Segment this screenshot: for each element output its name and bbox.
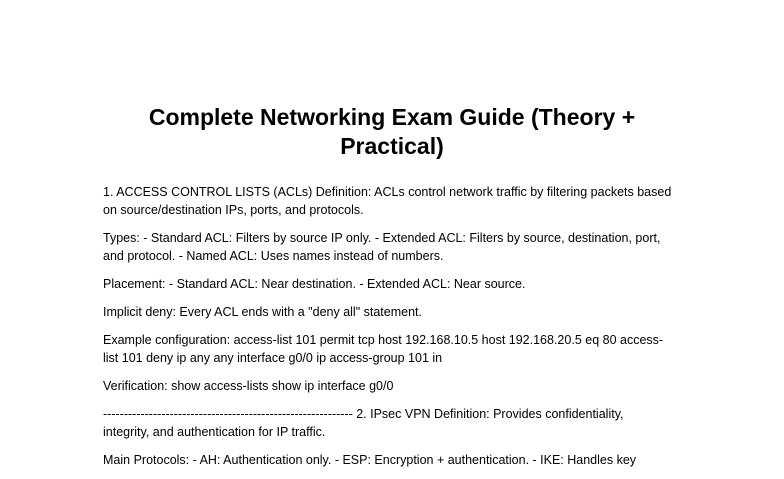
document-title-line-1: Complete Networking Exam Guide (Theory + [148,104,636,130]
document-title-line-2: Practical) [340,133,444,159]
paragraph-acl-placement: Placement: - Standard ACL: Near destination. - Extended ACL: Near source. [103,277,526,291]
paragraph-acl-definition: 1. ACCESS CONTROL LISTS (ACLs) Definition: ACLs control network traffic by filtering packets based on source/destination IPs, ports, and protocols. [103,185,672,217]
paragraph-verification: Verification: show access-lists show ip interface g0/0 [103,379,394,393]
document-body [103,183,673,479]
document-title [0,103,784,161]
paragraph-implicit-deny: Implicit deny: Every ACL ends with a "deny all" statement. [103,305,422,319]
paragraph-ipsec-definition: ------------------------------------------------------------ 2. IPsec VPN Definition: Provides confidentiality, integrity, and authentication for IP traffic. [103,407,624,439]
paragraph-acl-types: Types: - Standard ACL: Filters by source IP only. - Extended ACL: Filters by source, destination, port, and protocol. - Named ACL: Uses names instead of numbers. [103,231,661,263]
paragraph-example-configuration: Example configuration: access-list 101 permit tcp host 192.168.10.5 host 192.168.20.5 eq 80 access-list 101 deny ip any any interface g0/0 ip access-group 101 in [103,333,664,365]
paragraph-main-protocols: Main Protocols: - AH: Authentication only. - ESP: Encryption + authentication. - IKE: Handles key [103,453,637,467]
